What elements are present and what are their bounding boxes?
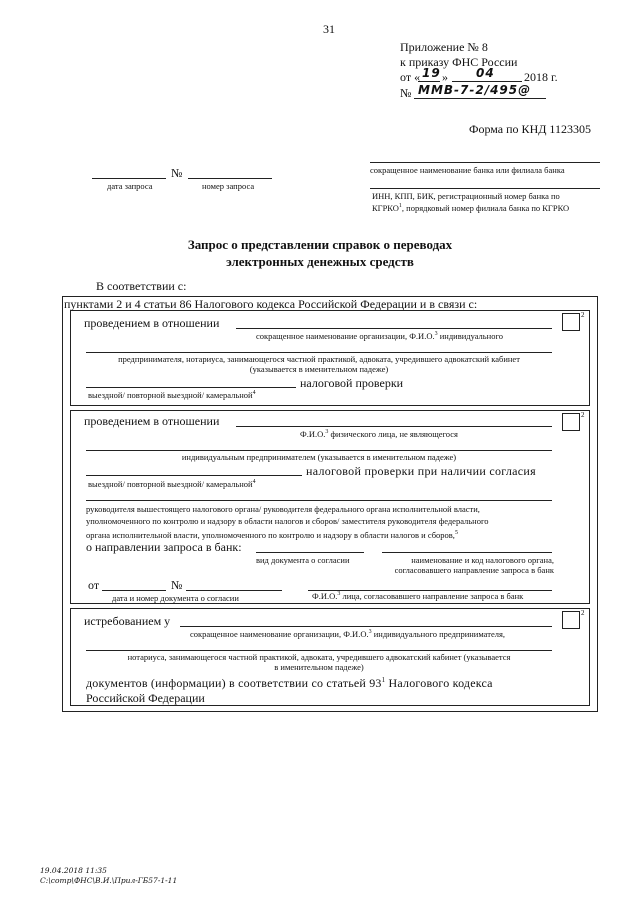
section2-direction: о направлении запроса в банк: xyxy=(86,540,242,554)
section1-audit: налоговой проверки xyxy=(300,376,404,390)
request-number-line xyxy=(188,178,272,179)
number-label: номер запроса xyxy=(202,181,255,191)
section1-caption2: предпринимателя, нотариуса, занимающегося частной практикой, адвоката, учредившего адвокатский кабинет xyxy=(118,354,520,364)
footer-file: С:\comp\ФНС\В.И.\Прил-ГБ57-1-11 xyxy=(40,876,178,885)
section3-lead: истребованием у xyxy=(84,614,171,628)
section2-caption1: Ф.И.О.$^3$ физического лица, не являющегося xyxy=(300,428,458,439)
page-number: 31 xyxy=(323,22,335,36)
section2-from: от xyxy=(88,578,100,592)
bank-ids-label-2: КГРКО$^1$, порядковый номер филиала банка по КГРКО xyxy=(372,202,570,213)
bank-short-name-label: сокращенное наименование банка или филиала банка xyxy=(370,165,565,175)
bank-ids-label-1: ИНН, КПП, БИК, регистрационный номер банка по xyxy=(372,191,560,201)
appendix-num-value: ММВ-7-2/495@ xyxy=(418,83,532,97)
section2-caption2: индивидуальным предпринимателем (указывается в именительном падеже) xyxy=(181,452,457,462)
section3-caption1: сокращенное наименование организации, Ф.И.О.$^3$ индивидуального предпринимателя, xyxy=(190,628,505,639)
appendix-day-suffix: » xyxy=(442,70,448,84)
section1-checkbox[interactable] xyxy=(562,313,580,331)
section2-no: № xyxy=(171,578,183,592)
in-accordance: В соответствии с: xyxy=(96,279,187,293)
legal-basis: пунктами 2 и 4 статьи 86 Налогового кодекса Российской Федерации и в связи с: xyxy=(64,297,478,311)
section3-checkbox[interactable] xyxy=(562,611,580,629)
footer-timestamp: 19.04.2018 11:35 xyxy=(40,866,107,875)
section3-caption2: нотариуса, занимающегося частной практикой, адвоката, учредившего адвокатский кабинет (указывается xyxy=(127,652,511,662)
date-label: дата запроса xyxy=(107,181,153,191)
request-date-line xyxy=(92,178,166,179)
appendix-year: 2018 г. xyxy=(524,70,558,84)
section3-docs: документов (информации) в соответствии со статьей $93^1$ Налогового кодекса xyxy=(86,676,493,690)
section2-audit-type: выездной/ повторной выездной/ камеральной$^4$ xyxy=(88,478,256,489)
section2-audit: налоговой проверки при наличии согласия xyxy=(306,464,536,478)
appendix-line1: Приложение № 8 xyxy=(400,40,488,54)
section2-lead: проведением в отношении xyxy=(84,414,220,428)
document-title: Запрос о представлении справок о переводах электронных денежных средств xyxy=(187,237,453,269)
appendix-from: от « xyxy=(400,70,421,84)
section1-lead: проведением в отношении xyxy=(84,316,220,330)
section1-caption1: сокращенное наименование организации, Ф.И.О.$^3$ индивидуального xyxy=(256,330,504,341)
section2-checkbox[interactable] xyxy=(562,413,580,431)
section2-date-num: дата и номер документа о согласии xyxy=(112,593,239,603)
section2-approver-caption: руководителя вышестоящего налогового органа/ руководителя федерального органа исполнительной власти, уполномоченного по контролю и надзору в области налогов и сборов/ заместителя руководителя федерального органа исполнительной власти, уполномоченного по контролю и надзору в области налогов и сборов,$^5$ xyxy=(86,504,489,540)
section2-doc-type: вид документа о согласии xyxy=(256,555,350,565)
form-code: Форма по КНД 1123305 xyxy=(469,122,591,136)
appendix-line2: к приказу ФНС России xyxy=(400,55,518,69)
appendix-day: 19 xyxy=(422,66,441,80)
section1-audit-type: выездной/ повторной выездной/ камеральной$^4$ xyxy=(88,389,256,400)
section3-caption3: в именительном падеже) xyxy=(274,662,364,672)
appendix-month: 04 xyxy=(476,66,495,80)
request-no-sign: № xyxy=(171,166,183,180)
section2-fio: Ф.И.О.$^3$ лица, согласовавшего направление запроса в банк xyxy=(312,590,524,601)
appendix-num-prefix: № xyxy=(400,86,412,100)
section2-bank-name: наименование и код налогового органа, согласовавшего направление запроса в банк xyxy=(394,555,554,575)
section3-docs-2: Российской Федерации xyxy=(86,691,205,705)
section1-caption3: (указывается в именительном падеже) xyxy=(249,364,389,374)
